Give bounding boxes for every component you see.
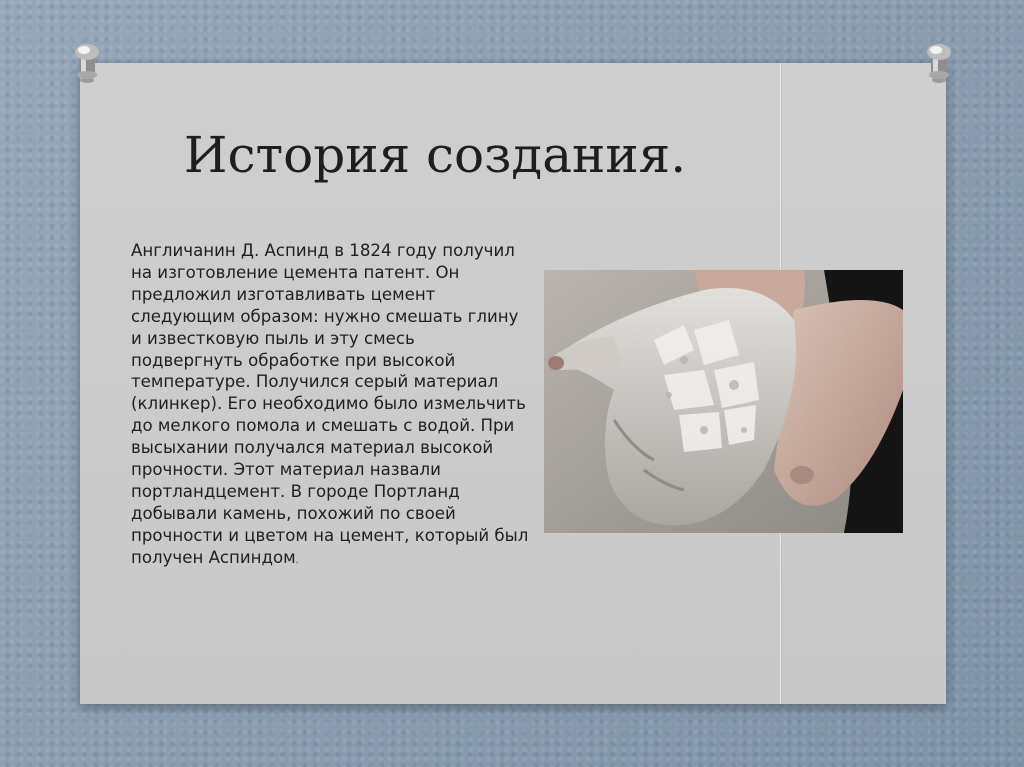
slide-body-text (131, 240, 531, 573)
pushpin-icon (922, 40, 956, 86)
pushpin-icon (70, 40, 104, 86)
body-end-mark: . (295, 555, 299, 566)
body-paragraph: Англичанин Д. Аспинд в 1824 году получил на изготовление цемента патент. Он предложил изготавливать цемент следующим образом: нужно смешать глину и известковую пыль и эту смесь подвергнуть обработке при высокой температуре. Получился серый материал (клинкер). Его необходимо было измельчить до мелкого помола и смешать с водой. При высыхании получался материал высокой прочности. Этот материал назвали портландцемент. В городе Портланд добывали камень, похожий по своей прочности и цветом на цемент, который был получен Аспиндом (131, 241, 529, 567)
cement-hands-photo (544, 270, 903, 533)
slide-title: История создания. (183, 126, 687, 184)
